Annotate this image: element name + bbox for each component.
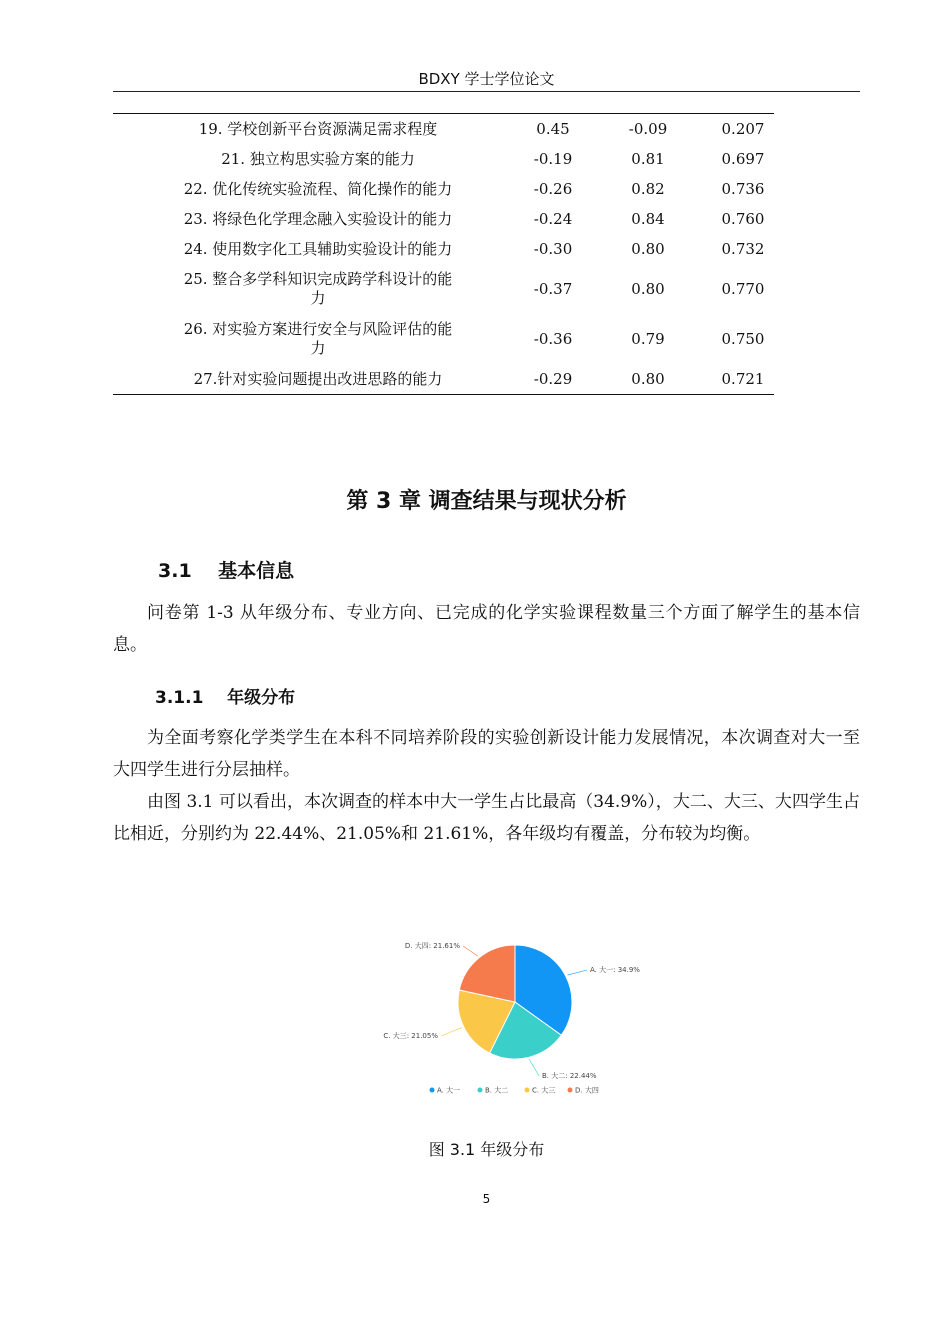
item-label [153,234,483,264]
grade-distribution-pie-chart [370,930,640,1105]
value-cell-2: 0.80 [631,240,665,258]
legend-marker [568,1088,573,1093]
table-row [113,314,774,364]
value-cell-3: 0.770 [721,280,765,298]
value-cell-1: -0.30 [533,240,573,258]
factor-table [113,113,774,395]
value-cell-2: 0.81 [631,150,665,168]
slice-label: A. 大一: 34.9% [590,966,640,974]
table-row [113,144,774,174]
paragraph-findings: 由图 3.1 可以看出，本次调查的样本中大一学生占比最高（34.9%），大二、大三、大四学生占比相近，分别约为 22.44%、21.05%和 21.61%，各年级均有覆盖，分布较为均衡。 [113,792,860,844]
item-label-line: 26. 对实验方案进行安全与风险评估的能 [183,320,453,338]
table-row [113,114,774,144]
value-cell-1: -0.19 [533,150,573,168]
value-cell-1: -0.36 [533,330,573,348]
slice-label: B. 大二: 22.44% [542,1072,597,1080]
item-label-line: 27.针对实验问题提出改进思路的能力 [193,369,443,388]
value-cell-2: 0.79 [631,330,665,348]
slice-leader-line [529,1059,539,1076]
value-cell-1: -0.26 [533,180,573,198]
item-label [153,174,483,204]
legend-label: A. 大一 [437,1086,461,1095]
table-row [113,364,774,394]
subsection-heading [155,683,295,708]
value-cell-3: 0.697 [721,150,765,168]
table-row [113,204,774,234]
chapter-title: 第 3 章 调查结果与现状分析 [346,489,627,514]
section-title: 基本信息 [218,560,295,582]
value-cell-3: 0.721 [721,370,765,388]
subsection-number: 3.1.1 [155,688,204,708]
legend-label: D. 大四 [575,1086,599,1095]
item-label [153,364,483,394]
item-label-line: 19. 学校创新平台资源满足需求程度 [198,119,438,138]
value-cell-3: 0.760 [721,210,765,228]
slice-leader-line [567,970,587,975]
slice-leader-line [441,1028,462,1036]
header-rule [113,91,860,92]
table-row [113,174,774,204]
figure-caption: 图 3.1 年级分布 [428,1140,545,1159]
value-cell-2: 0.82 [631,180,665,198]
running-header: BDXY 学士学位论文 [418,70,555,88]
item-label-line: 24. 使用数字化工具辅助实验设计的能力 [183,239,453,258]
paragraph-basic-info: 问卷第 1-3 从年级分布、专业方向、已完成的化学实验课程数量三个方面了解学生的基本信息。 [113,603,860,655]
value-cell-1: 0.45 [536,120,570,138]
item-label [153,114,483,144]
value-cell-3: 0.736 [721,180,765,198]
value-cell-2: 0.80 [631,370,665,388]
section-number: 3.1 [158,560,192,582]
value-cell-1: -0.24 [533,210,573,228]
item-label-line: 力 [310,339,326,357]
value-cell-1: -0.37 [533,280,573,298]
legend-marker [525,1088,530,1093]
slice-leader-line [463,946,478,956]
item-label-line: 25. 整合多学科知识完成跨学科设计的能 [183,270,453,288]
value-cell-2: 0.80 [631,280,665,298]
page-number: 5 [482,1192,491,1206]
value-cell-1: -0.29 [533,370,573,388]
item-label [153,144,483,174]
table-row [113,264,774,314]
value-cell-2: 0.84 [631,210,665,228]
item-label [153,314,483,364]
legend-marker [430,1088,435,1093]
item-label-line: 22. 优化传统实验流程、简化操作的能力 [183,179,453,198]
value-cell-3: 0.732 [721,240,765,258]
subsection-title: 年级分布 [227,688,296,708]
paragraph-sampling: 为全面考察化学类学生在本科不同培养阶段的实验创新设计能力发展情况，本次调查对大一至大四学生进行分层抽样。 [113,728,860,780]
legend-marker [478,1088,483,1093]
section-heading [158,556,294,583]
item-label-line: 21. 独立构思实验方案的能力 [221,149,415,168]
table-bottom-rule [113,394,774,395]
value-cell-2: -0.09 [628,120,668,138]
item-label-line: 23. 将绿色化学理念融入实验设计的能力 [183,209,453,228]
item-label [153,204,483,234]
table-row [113,234,774,264]
legend-label: B. 大二 [485,1086,509,1095]
slice-label: C. 大三: 21.05% [383,1032,438,1040]
slice-label: D. 大四: 21.61% [404,942,460,950]
item-label [153,264,483,314]
value-cell-3: 0.207 [721,120,765,138]
item-label-line: 力 [310,289,326,307]
legend-label: C. 大三 [532,1086,556,1095]
value-cell-3: 0.750 [721,330,765,348]
